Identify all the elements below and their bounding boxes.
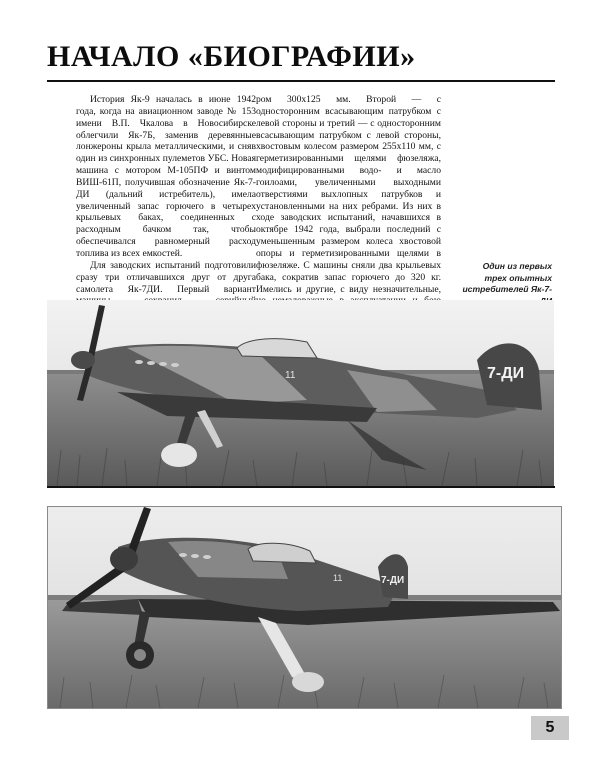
tail-marking: 7-ДИ bbox=[487, 365, 525, 382]
aircraft-photo-illustration bbox=[48, 507, 561, 708]
caption-line: Один из первых bbox=[482, 261, 552, 271]
paragraph: ром 300х125 мм. Второй — с односторонним всасывающим патрубком с левой стороны и третий — с односторонним всасывающим патрубком с левой стороны, хвостовым колесом размером 255х110 мм, с герметизированными щелями фюзеляжа, модифицированными водо- и масло гоилоами, увеличенными выходными отверстиями выхлопных патрубков и установленными на них ребрами. Из них в ходе заводских испытаний, начавшихся в октябре 1942 года, выбрали последний с уменьшенным размером колеса хвостовой опоры и герметизированными щелями в фюзеляже. С машины сняли два крыльевых бака, сократив запас горючего до 320 кг. Имелись и другие, с виду незначительные, bbox=[256, 94, 441, 295]
aircraft-photo-illustration bbox=[47, 300, 554, 486]
photo-rule bbox=[47, 486, 555, 488]
text-column-right bbox=[256, 94, 441, 319]
photo-yak7di-side bbox=[47, 300, 554, 486]
paragraph: История Як-9 началась в июне 1942 года, когда на авиационном заводе № 153 имени В.П. Чкалова в Новосибирске облегчили Як-7Б, заменив деревянные лонжероны крыла металлическими, и сняв один из синхронных пулеметов УБС. Новая машина с мотором М-105ПФ и винтом ВИШ-61П, получившая обозначение Як-7-ДИ (дальний истребитель), имела увеличенный запас горючего в четырех крыльевых баках, соединенных с расходным бачком так, чтобы обеспечивался равномерный расход топлива из всех емкостей. bbox=[76, 94, 256, 259]
fuselage-marking: 11 bbox=[333, 573, 343, 583]
paragraph: Для заводских испытаний подготовили сразу три отличавшихся друг от друга самолета Як-7ДИ. Первый вариант bbox=[76, 259, 256, 295]
caption-line: истребителей Як-7- bbox=[462, 284, 552, 295]
caption-line: трех опытных bbox=[484, 272, 552, 283]
title-rule bbox=[47, 80, 555, 82]
text-column-left bbox=[76, 94, 256, 331]
page-title: НАЧАЛО «БИОГРАФИИ» bbox=[47, 40, 416, 73]
photo-yak7di-front bbox=[47, 506, 562, 709]
page-number: 5 bbox=[531, 716, 569, 740]
tail-marking: 7-ДИ bbox=[381, 575, 405, 586]
fuselage-marking: 11 bbox=[285, 370, 296, 381]
